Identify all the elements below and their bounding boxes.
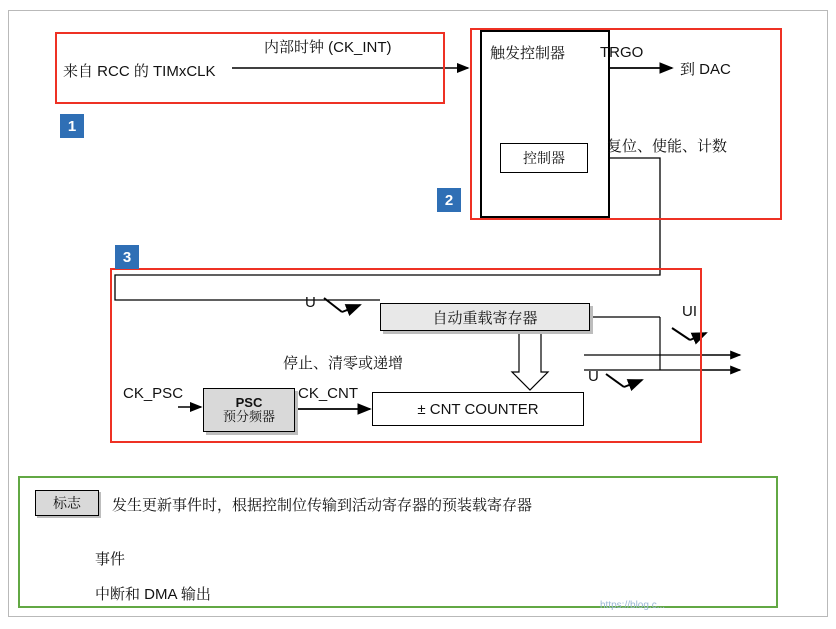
label-trigger-controller: 触发控制器 — [490, 45, 566, 62]
controller-block: 控制器 — [500, 143, 588, 173]
legend-flag-description: 发生更新事件时，根据控制位传输到活动寄存器的预装载寄存器 — [112, 497, 533, 514]
label-trgo: TRGO — [600, 44, 644, 61]
label-ck-psc: CK_PSC — [123, 385, 184, 402]
badge-1: 1 — [60, 114, 84, 138]
prescaler-block — [203, 388, 295, 432]
cnt-counter-block: ± CNT COUNTER — [372, 392, 584, 426]
legend-flag-block: 标志 — [35, 490, 99, 516]
label-event-ui: UI — [682, 303, 697, 320]
prescaler-label-line1: PSC — [235, 395, 263, 411]
badge-3: 3 — [115, 245, 139, 269]
prescaler-label-line2: 预分频器 — [222, 409, 275, 424]
label-reset-enable-count: 复位、使能、计数 — [607, 138, 728, 155]
label-to-dac: 到 DAC — [680, 61, 731, 78]
badge-2: 2 — [437, 188, 461, 212]
label-event-u-top: U — [305, 294, 316, 311]
label-internal-clock: 内部时钟 (CK_INT) — [264, 39, 392, 56]
legend-event-description: 事件 — [95, 551, 126, 568]
label-ck-cnt: CK_CNT — [298, 385, 359, 402]
label-rcc-timxclk: 来自 RCC 的 TIMxCLK — [63, 63, 216, 80]
label-event-u-bottom: U — [588, 368, 599, 385]
auto-reload-register-block: 自动重载寄存器 — [380, 303, 590, 331]
watermark-text: https://blog.c... — [600, 600, 666, 611]
legend-irq-dma-description: 中断和 DMA 输出 — [95, 586, 211, 603]
label-stop-clear-increment: 停止、清零或递增 — [283, 355, 404, 372]
